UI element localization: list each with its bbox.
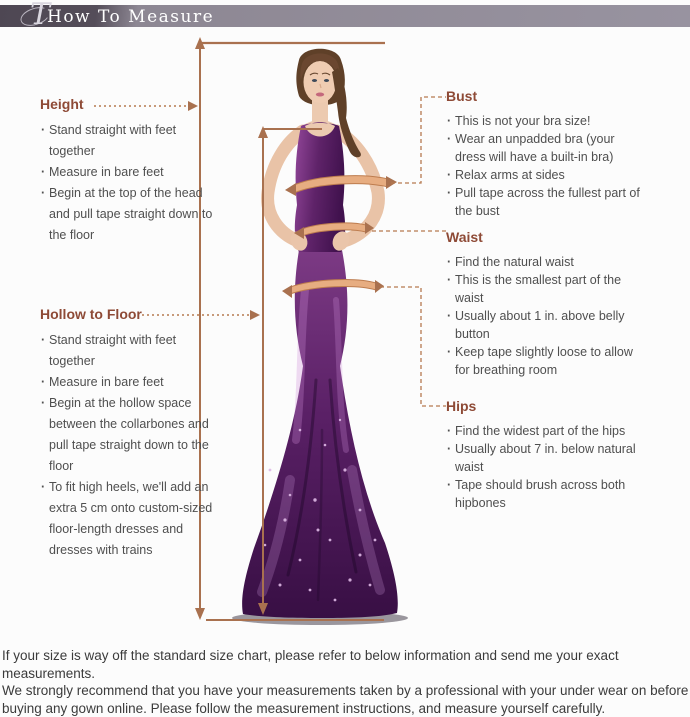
hollow-to-floor-bullets (40, 330, 216, 561)
section-waist (446, 229, 644, 379)
bust-bullet: · This is not your bra size! (446, 112, 644, 130)
height-heading: Height (40, 96, 216, 112)
waist-heading: Waist (446, 229, 644, 245)
waist-bullet: · Find the natural waist (446, 253, 644, 271)
hollow-connector-arrow-icon (250, 310, 260, 320)
footer-note (2, 647, 690, 717)
section-height (40, 96, 216, 246)
header-bar (0, 5, 690, 27)
section-hips (446, 398, 644, 512)
model-illustration (232, 49, 408, 625)
hips-bullet: · Tape should brush across both hipbones (446, 476, 644, 512)
hollow-line-up-arrow-icon (258, 126, 268, 138)
footer-line: buying any gown online. Please follow the measurement instructions, and measure yourself carefully. (2, 700, 690, 717)
hips-bullet: · Find the widest part of the hips (446, 422, 644, 440)
page-title: How To Measure (47, 7, 214, 27)
height-bullet: · Begin at the top of the head and pull tape straight down to the floor (40, 183, 216, 246)
hollow-bullet: · Measure in bare feet (40, 372, 216, 393)
face (304, 61, 337, 103)
bust-tape-left-arrow-icon (285, 183, 296, 196)
hips-bullets (446, 422, 644, 512)
height-bullets (40, 120, 216, 246)
waist-bullet: · Keep tape slightly loose to allow for breathing room (446, 343, 644, 379)
bust-bullet: · Pull tape across the fullest part of the bust (446, 184, 644, 220)
hollow-bullet: · To fit high heels, we'll add an extra 5 cm onto custom-sized floor-length dresses and dresses with trains (40, 477, 216, 561)
right-eye (324, 79, 329, 82)
height-bullet: · Stand straight with feet together (40, 120, 216, 162)
footer-line: If your size is way off the standard size chart, please refer to below information and send me your exact measurements. (2, 647, 690, 682)
bust-heading: Bust (446, 88, 644, 104)
hollow-to-floor-heading: Hollow to Floor (40, 306, 216, 322)
height-bullet: · Measure in bare feet (40, 162, 216, 183)
left-eye (312, 79, 317, 82)
bust-bullet: · Relax arms at sides (446, 166, 644, 184)
hollow-bullet: · Stand straight with feet together (40, 330, 216, 372)
bust-label-connector (391, 97, 446, 183)
waist-bullets (446, 253, 644, 379)
section-bust (446, 88, 644, 220)
waist-bullet: · This is the smallest part of the waist (446, 271, 644, 307)
script-initial: T (30, 0, 50, 32)
bust-bullets (446, 112, 644, 220)
hips-heading: Hips (446, 398, 644, 414)
hips-tape-left-arrow-icon (282, 285, 292, 298)
bust-bullet: · Wear an unpadded bra (your dress will have a built-in bra) (446, 130, 644, 166)
waist-bullet: · Usually about 1 in. above belly button (446, 307, 644, 343)
hips-label-connector (380, 287, 446, 406)
height-line-down-arrow-icon (195, 608, 205, 620)
footer-line: We strongly recommend that you have your measurements taken by a professional with your under wear on before (2, 682, 690, 700)
section-hollow-to-floor (40, 306, 216, 561)
hollow-bullet: · Begin at the hollow space between the collarbones and pull tape straight down to the floor (40, 393, 216, 477)
hips-bullet: · Usually about 7 in. below natural waist (446, 440, 644, 476)
lips (316, 93, 324, 97)
